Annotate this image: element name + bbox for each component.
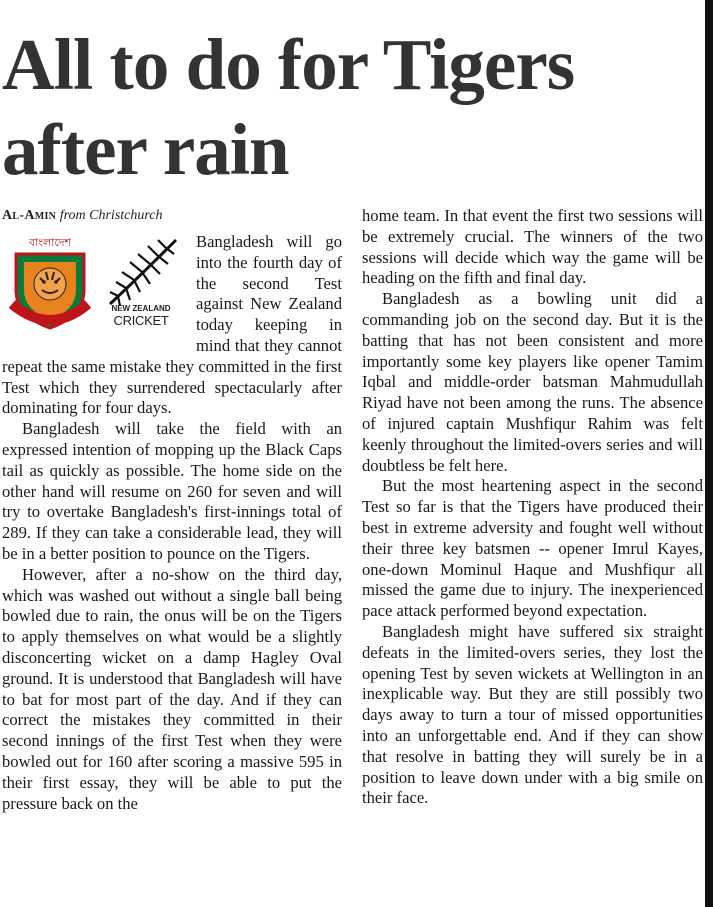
article-paragraph: Bangladesh might have suffered six straight defeats in the limited-overs series, they lost the opening Test by seven wickets at Wellington in an inexplicable way. But they are still possibly two days away to turn a tour of missed opportunities into an unforgettable end. And if they can show that resolve in batting they will surely be in a position to leave down under with a big smile on their face. [362, 621, 703, 808]
byline-location: from Christchurch [59, 208, 163, 223]
article-paragraph: But the most heartening aspect in the second Test so far is that the Tigers have produced their best in extreme adversity and fought well without their three key batsmen -- opener Imrul Kayes, one-down Mominul Haque and Mushfiqur all missed the game due to injury. The inexperienced pace attack performed beyond expectation. [362, 476, 703, 621]
article-paragraph: Bangladesh as a bowling unit did a commanding job on the second day. But it is the batting that has not been consistent and more importantly some key players like opener Tamim Iqbal and middle-order batsman Mahmudullah Riyad have not been among the runs. The absence of injured captain Mushfiqur Rahim was felt keenly throughout the limited-overs series and will doubtless be felt here. [362, 289, 703, 475]
article-paragraph: home team. In that event the first two sessions will be extremely crucial. The winners of the two sessions will decide which way the game will be heading on the fifth and final day. [362, 206, 703, 288]
headline-line-2: after rain [2, 109, 289, 190]
headline-line-1: All to do for Tigers [2, 24, 575, 105]
nz-fern-icon [102, 234, 182, 310]
article-paragraph: Bangladesh will take the field with an expressed intention of mopping up the Black Caps tail as quickly as possible. The home side on the other hand will resume on 260 for seven and will try to overtake Bangladesh's first-innings total of 289. If they can take a considerable lead, they will be in a better position to pounce on the Tigers. [2, 419, 342, 563]
article-column-right [362, 206, 703, 809]
cricket-board-logos [2, 232, 192, 340]
article-paragraph: Bangladesh will go into the fourth day of the second Test against New Zealand today keeping in mind that they cannot repeat the same mistake they committed in the first Test which they surrendered spectacularly after dominating for four days. [2, 232, 342, 418]
nz-cricket-label-top: NEW ZEALAND [111, 304, 171, 313]
article-column-left [2, 206, 342, 814]
byline-author: Al-Amin [2, 208, 57, 223]
article-paragraph: However, after a no-show on the third day, which was washed out without a single ball being bowled due to rain, the onus will be on the Tigers to apply themselves on what would be a slightly disconcerting wicket on a damp Hagley Oval ground. It is understood that Bangladesh will have to bat for most part of the day. And if they can correct the mistakes they committed in their second innings of the first Test when they were bowled out for 160 after scoring a massive 595 in their first essay, they will be able to put the pressure back on the [2, 564, 342, 813]
byline [2, 206, 342, 226]
nz-cricket-label-bottom: CRICKET [113, 313, 169, 328]
page-edge-bar [705, 0, 713, 907]
bcb-bangla-text: বাংলাদেশ [28, 236, 72, 249]
bcb-logo-icon [2, 232, 98, 332]
headline [2, 22, 707, 192]
